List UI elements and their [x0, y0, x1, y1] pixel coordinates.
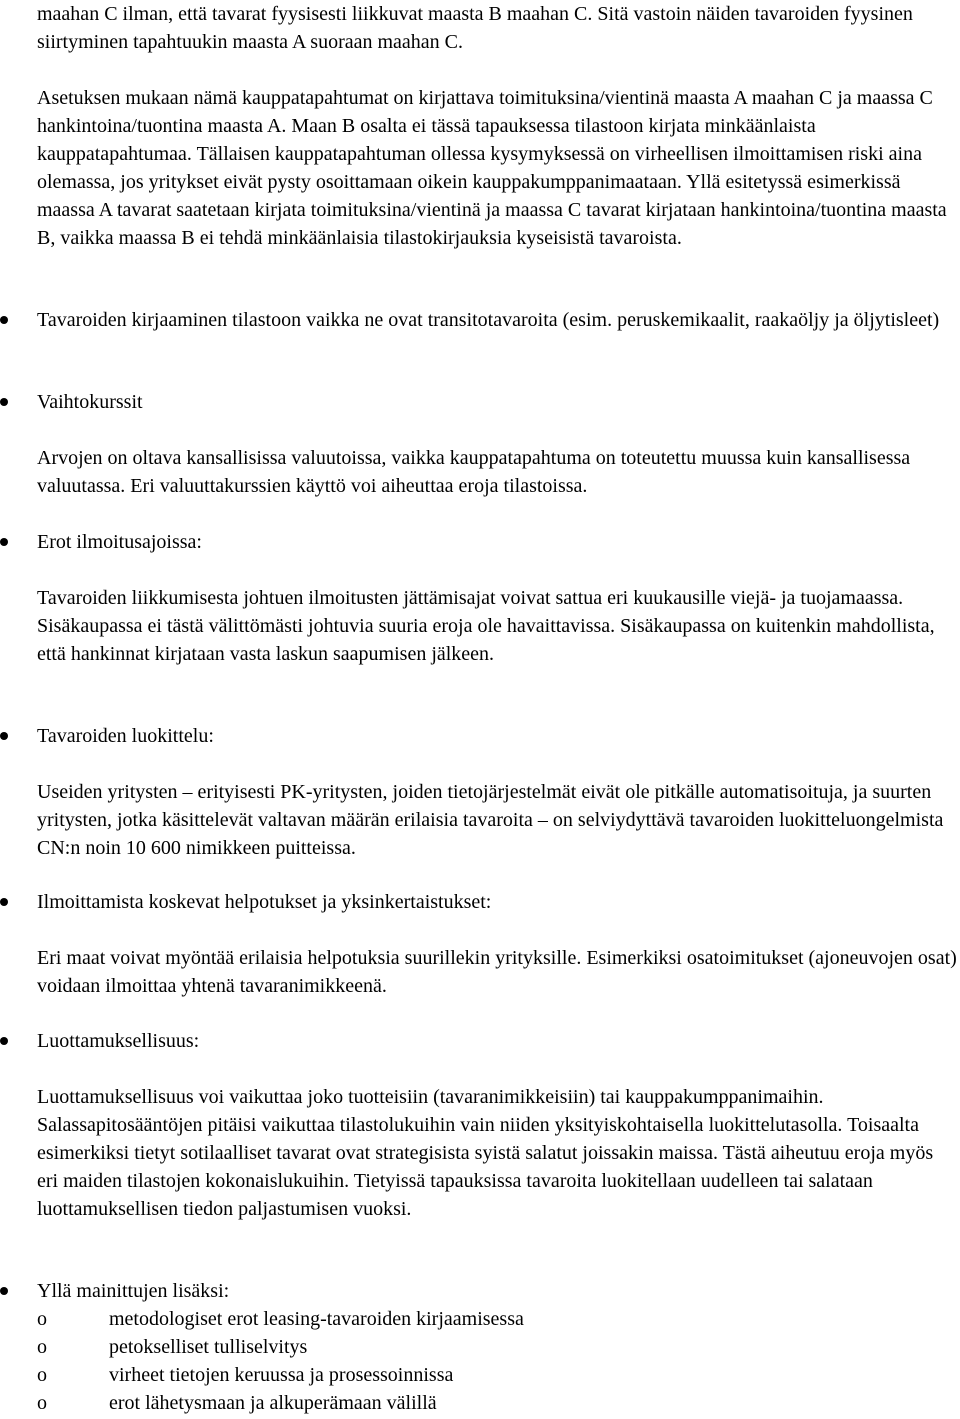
sub-list-item [37, 1389, 937, 1417]
bullet-icon [0, 1287, 8, 1295]
sub-list-item-text: metodologiset erot leasing-tavaroiden kirjaamisessa [109, 1308, 524, 1330]
sub-list-item-text: erot lähetysmaan ja alkuperämaan välillä [109, 1392, 437, 1414]
bullet-icon [0, 398, 8, 406]
sub-bullet-marker: o [37, 1364, 47, 1386]
section-heading-exchange-rates: Vaihtokurssit [37, 391, 143, 413]
sub-list-item-text: virheet tietojen keruussa ja prosessoinnissa [109, 1364, 454, 1386]
section-heading-simplifications: Ilmoittamista koskevat helpotukset ja yksinkertaistukset: [37, 891, 492, 913]
sub-bullet-marker: o [37, 1392, 47, 1414]
example-paragraph: Asetuksen mukaan nämä kauppatapahtumat on kirjattava toimituksina/vientinä maasta A maahan C ja maassa C hankintoina/tuontina maasta A. Maan B osalta ei tässä tapauksessa tilastoon kirjata minkäänlaista kauppatapahtumaa. Tällaisen kauppatapahtuman ollessa kysymyksessä on virheellisen ilmoittamisen riski aina olemassa, jos yritykset eivät pysty osoittamaan oikein kauppakumppanimaataan. Yllä esitetyssä esimerkissä maassa A tavarat saatetaan kirjata toimituksina/vientinä ja maassa C tavarat kirjataan hankintoina/tuontina maasta B, vaikka maassa B ei tehdä minkäänlaisia tilastokirjauksia kyseisistä tavaroista. [37, 87, 947, 249]
section-body-confidentiality: Luottamuksellisuus voi vaikuttaa joko tuotteisiin (tavaranimikkeisiin) tai kauppakumppanimaihin. Salassapitosääntöjen pitäisi vaikuttaa tilastolukuihin vain niiden yksityiskohtaisella luokittelutasolla. Toisaalta esimerkiksi tietyt sotilaalliset tavarat ovat strategisista syistä salatut joissakin maissa. Tästä aiheutuu eroja myös eri maiden tilastojen kokonaislukuihin. Tietyissä tapauksissa tavaroita luokitellaan uudelleen tai salataan luottamuksellisen tiedon paljastumisen vuoksi. [37, 1086, 934, 1220]
section-body-reporting-times: Tavaroiden liikkumisesta johtuen ilmoitusten jättämisajat voivat sattua eri kuukausille viejä- ja tuojamaassa. Sisäkaupassa ei tästä välittömästi johtuvia suuria eroja ole havaittavissa. Sisäkaupassa on kuitenkin mahdollista, että hankinnat kirjataan vasta laskun saapumisen jälkeen. [37, 587, 935, 665]
bullet-icon [0, 1037, 8, 1045]
section-body-classification: Useiden yritysten – erityisesti PK-yritysten, joiden tietojärjestelmät eivät ole pitkälle automatisoituja, ja suurten yritysten, jotka käsittelevät valtavan määrän erilaisia tavaroita – on selviydyttävä tavaroiden luokitteluongelmista CN:n noin 10 600 nimikkeen puitteissa. [37, 781, 944, 859]
sub-list-item [37, 1361, 937, 1389]
intro-paragraph: maahan C ilman, että tavarat fyysisesti liikkuvat maasta B maahan C. Sitä vastoin näiden tavaroiden fyysinen siirtyminen tapahtuukin maasta A suoraan maahan C. [37, 3, 913, 53]
sub-bullet-marker: o [37, 1308, 47, 1330]
section-heading-reporting-times: Erot ilmoitusajoissa: [37, 531, 202, 553]
section-heading-additional: Yllä mainittujen lisäksi: [37, 1280, 230, 1302]
bullet-icon [0, 316, 8, 324]
section-body-simplifications: Eri maat voivat myöntää erilaisia helpotuksia suurillekin yrityksille. Esimerkiksi osatoimitukset (ajoneuvojen osat) voidaan ilmoittaa yhtenä tavaranimikkeenä. [37, 947, 957, 997]
section-heading-classification: Tavaroiden luokittelu: [37, 725, 214, 747]
section-heading-confidentiality: Luottamuksellisuus: [37, 1030, 200, 1052]
bullet-icon [0, 732, 8, 740]
section-heading-transit: Tavaroiden kirjaaminen tilastoon vaikka ne ovat transitotavaroita (esim. peruskemikaalit, raakaöljy ja öljytisleet) [37, 309, 940, 331]
sub-list-item [37, 1305, 937, 1333]
bullet-icon [0, 898, 8, 906]
sub-bullet-marker: o [37, 1336, 47, 1358]
section-body-exchange-rates: Arvojen on oltava kansallisissa valuutoissa, vaikka kauppatapahtuma on toteutettu muussa kuin kansallisessa valuutassa. Eri valuuttakurssien käyttö voi aiheuttaa eroja tilastoissa. [37, 447, 911, 497]
bullet-icon [0, 538, 8, 546]
sub-list-item-text: petokselliset tulliselvitys [109, 1336, 308, 1358]
sub-list-item [37, 1333, 937, 1361]
